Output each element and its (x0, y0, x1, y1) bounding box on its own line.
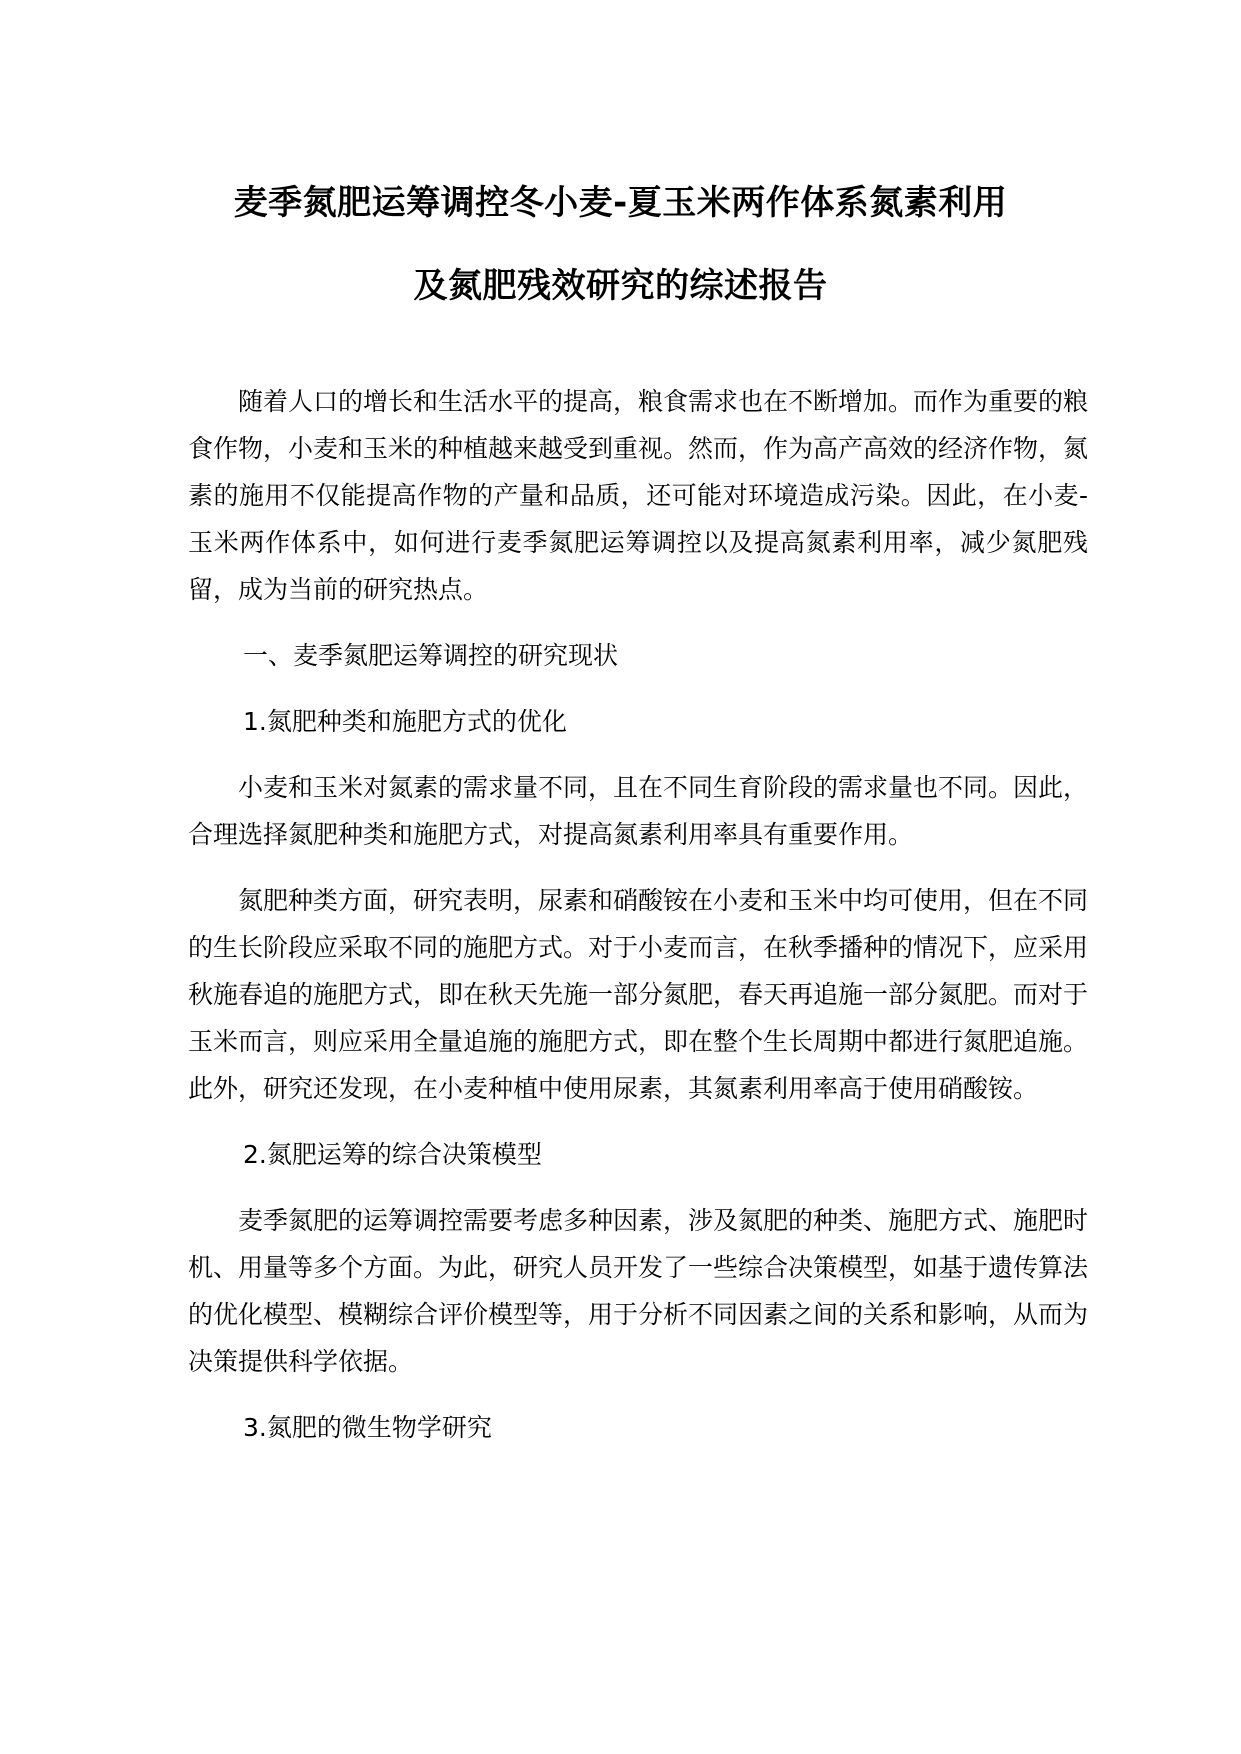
subsection-1-paragraph-2: 氮肥种类方面，研究表明，尿素和硝酸铵在小麦和玉米中均可使用，但在不同的生长阶段应采取不同的施肥方式。对于小麦而言，在秋季播种的情况下，应采用秋施春追的施肥方式，即在秋天先施一部分氮肥，春天再追施一部分氮肥。而对于玉米而言，则应采用全量追施的施肥方式，即在整个生长周期中都进行氮肥追施。此外，研究还发现，在小麦种植中使用尿素，其氮素利用率高于使用硝酸铵。 (188, 886, 1089, 1103)
document-title-line-2: 及氮肥残效研究的综述报告 (413, 266, 828, 306)
subsection-2-paragraph-1: 麦季氮肥的运筹调控需要考虑多种因素，涉及氮肥的种类、施肥方式、施肥时机、用量等多个方面。为此，研究人员开发了一些综合决策模型，如基于遗传算法的优化模型、模糊综合评价模型等，用于分析不同因素之间的关系和影响，从而为决策提供科学依据。 (188, 1206, 1089, 1376)
subsection-heading-3: 3.氮肥的微生物学研究 (243, 1413, 492, 1442)
subsection-heading-2: 2.氮肥运筹的综合决策模型 (243, 1140, 542, 1169)
document-title-line-1: 麦季氮肥运筹调控冬小麦-夏玉米两作体系氮素利用 (233, 183, 1008, 223)
subsection-1-paragraph-1: 小麦和玉米对氮素的需求量不同，且在不同生育阶段的需求量也不同。因此，合理选择氮肥种类和施肥方式，对提高氮素利用率具有重要作用。 (188, 773, 1089, 849)
intro-paragraph: 随着人口的增长和生活水平的提高，粮食需求也在不断增加。而作为重要的粮食作物，小麦和玉米的种植越来越受到重视。然而，作为高产高效的经济作物，氮素的施用不仅能提高作物的产量和品质，还可能对环境造成污染。因此，在小麦-玉米两作体系中，如何进行麦季氮肥运筹调控以及提高氮素利用率，减少氮肥残留，成为当前的研究热点。 (188, 387, 1089, 604)
subsection-heading-1: 1.氮肥种类和施肥方式的优化 (243, 707, 567, 736)
section-heading-1: 一、麦季氮肥运筹调控的研究现状 (243, 641, 619, 670)
document-body (188, 378, 1088, 1470)
